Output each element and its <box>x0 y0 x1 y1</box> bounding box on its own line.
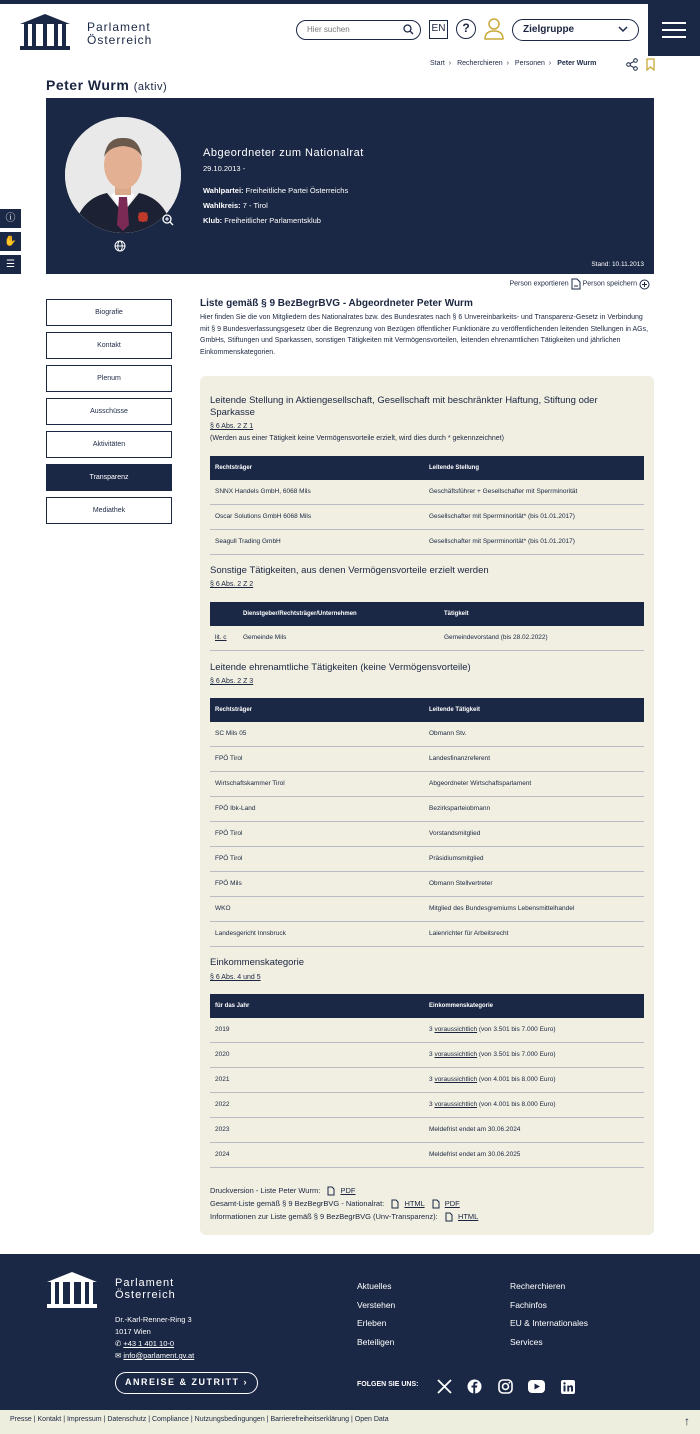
table-row <box>210 747 644 772</box>
zielgruppe-label: Zielgruppe <box>523 24 575 35</box>
anreise-button[interactable]: ANREISE & ZUTRITT › <box>115 1372 258 1394</box>
table-row <box>210 1118 644 1143</box>
burger-line <box>662 29 686 31</box>
breadcrumb-personen[interactable]: Personen <box>514 60 545 67</box>
person-role: Abgeordneter zum Nationalrat <box>203 147 364 159</box>
cell: FPÖ Tirol <box>215 755 243 762</box>
nav-biografie[interactable]: Biografie <box>46 299 172 326</box>
header-rechtstraeger: Rechtsträger <box>215 707 253 713</box>
intro-text: Hier finden Sie die von Mitgliedern des Nationalrates bzw. des Bundesrates nach § 6 Unvereinbarkeits- und Transparenz-Gesetz in Verbindung mit § 9 Bundesverfassungsgesetz über die Begrenzung von Bezügen öffentlicher Funktionäre zu veröffentlichenden leitenden Stellungen in AGs, GmbHs, Stiftungen und Sparkassen, sonstigen Tätigkeiten mit Vermögensvorteilen, leitenden ehrenamtlichen Tätigkeiten und jährlichen Einkommenskategorien. <box>200 314 649 356</box>
info-icon[interactable]: ⓘ <box>0 209 21 228</box>
add-circle-icon[interactable] <box>639 279 650 290</box>
cell: 2024 <box>215 1151 230 1158</box>
cell: 2023 <box>215 1126 230 1133</box>
nav-mediathek[interactable]: Mediathek <box>46 497 172 524</box>
youtube-icon[interactable] <box>528 1380 545 1393</box>
table-row <box>210 897 644 922</box>
email-link[interactable]: info@parlament.gv.at <box>123 1351 195 1360</box>
accessibility-toolbar <box>0 209 21 278</box>
cell: Oscar Solutions GmbH 6068 Mils <box>215 513 312 520</box>
sonstige-table <box>210 602 644 651</box>
footer-logo-line-1: Parlament <box>115 1277 175 1289</box>
legal-link-nutzungsbedingungen[interactable]: Nutzungsbedingungen <box>194 1416 265 1423</box>
cell: Geschäftsführer + Gesellschafter mit Sperrminorität <box>429 488 578 495</box>
zielgruppe-select[interactable] <box>512 19 639 41</box>
table-row <box>210 822 644 847</box>
leitend-note: (Werden aus einer Tätigkeit keine Vermögensvorteile erzielt, wird dies durch * gekennzeichnet) <box>210 435 504 442</box>
category-range: (von 3.501 bis 7.000 Euro) <box>478 1051 556 1058</box>
footer-logo-line-2: Österreich <box>115 1289 176 1301</box>
export-icon[interactable] <box>571 278 581 290</box>
table-header <box>210 994 644 1018</box>
voraussichtlich-link[interactable]: voraussichtlich <box>434 1051 478 1058</box>
leitend-table <box>210 456 644 555</box>
parliament-logo[interactable] <box>20 12 70 50</box>
help-button[interactable]: ? <box>456 19 476 39</box>
cell: Obmann Stellvertreter <box>429 880 493 887</box>
cell: SC Mils 05 <box>215 730 247 737</box>
burger-line <box>662 22 686 24</box>
cell: Abgeordneter Wirtschaftsparlament <box>429 780 532 787</box>
wahlkreis-row <box>203 201 268 210</box>
file-pdf-icon <box>432 1199 440 1209</box>
footer-link-erleben[interactable]: Erleben <box>357 1318 387 1328</box>
logo-line-2: Österreich <box>87 33 153 47</box>
ehrenamt-title: Leitende ehrenamtliche Tätigkeiten (keine Vermögensvorteile) <box>210 662 471 673</box>
person-status: (aktiv) <box>133 81 168 93</box>
table-row <box>210 1143 644 1168</box>
table-row <box>210 1043 644 1068</box>
cell: Gemeinde Mils <box>243 634 287 641</box>
facebook-icon[interactable] <box>467 1379 482 1394</box>
download-label: Gesamt-Liste gemäß § 9 BezBegrBVG - Nationalrat: <box>210 1199 385 1208</box>
instagram-icon[interactable] <box>498 1379 513 1394</box>
legal-link-compliance[interactable]: Compliance <box>151 1416 189 1423</box>
html-link[interactable]: HTML <box>457 1212 479 1221</box>
cell: Vorstandsmitglied <box>429 830 481 837</box>
nav-ausschuesse[interactable]: Ausschüsse <box>46 398 172 425</box>
breadcrumb: Start › Recherchieren › Personen › Peter Wurm <box>430 60 597 67</box>
ehrenamt-ref-link[interactable]: § 6 Abs. 2 Z 3 <box>210 678 254 685</box>
header-leitende-stellung: Leitende Stellung <box>429 465 480 471</box>
einkommen-table <box>210 994 644 1168</box>
cell: FPÖ Mils <box>215 880 242 887</box>
file-html-icon <box>445 1212 453 1222</box>
download-row-informationen <box>210 1210 478 1223</box>
footer-link-eu[interactable]: EU & Internationales <box>510 1318 588 1328</box>
phone-icon: ✆ <box>115 1339 124 1348</box>
zoom-icon[interactable] <box>162 214 174 226</box>
category-value: 3 <box>429 1076 433 1083</box>
cell: Meldefrist endet am 30.06.2025 <box>429 1151 521 1158</box>
header-leitende-taetigkeit: Leitende Tätigkeit <box>429 707 481 713</box>
language-switch-button[interactable]: EN <box>429 20 448 39</box>
klub-value: Freiheitlicher Parlamentsklub <box>224 216 321 225</box>
category-value: 3 <box>429 1026 433 1033</box>
leitend-ref-link[interactable]: § 6 Abs. 2 Z 1 <box>210 423 254 430</box>
cell: Mitglied des Bundesgremiums Lebensmittelhandel <box>429 905 575 912</box>
table-row <box>210 530 644 555</box>
footer-link-aktuelles[interactable]: Aktuelles <box>357 1281 392 1291</box>
share-icon[interactable] <box>626 58 638 71</box>
category-value: 3 <box>429 1051 433 1058</box>
social-links <box>437 1378 586 1396</box>
footer-logo-text <box>115 1277 176 1301</box>
anreise-label: ANREISE & ZUTRITT <box>125 1377 240 1387</box>
pdf-link[interactable]: PDF <box>444 1199 460 1208</box>
footer-link-beteiligen[interactable]: Beteiligen <box>357 1336 395 1347</box>
cell: FPÖ Tirol <box>215 855 243 862</box>
cell: Gemeindevorstand (bis 28.02.2022) <box>444 634 548 641</box>
footer-link-fachinfos[interactable]: Fachinfos <box>510 1299 547 1310</box>
nav-aktivitaeten[interactable]: Aktivitäten <box>46 431 172 458</box>
cell: Landesgericht Innsbruck <box>215 930 286 937</box>
header-dienstgeber: Dienstgeber/Rechtsträger/Unternehmen <box>243 611 357 617</box>
einkommen-title: Einkommenskategorie <box>210 957 304 968</box>
legal-link-kontakt[interactable]: Kontakt <box>37 1416 62 1423</box>
cell: Gesellschafter mit Sperrminorität* (bis 01.01.2017) <box>429 513 575 520</box>
logo-line-1: Parlament <box>87 20 151 34</box>
table-row <box>210 797 644 822</box>
sonstige-ref-link[interactable]: § 6 Abs. 2 Z 2 <box>210 581 254 588</box>
breadcrumb-current: Peter Wurm <box>557 60 597 67</box>
footer-nav-col-1 <box>357 1277 395 1351</box>
search-input[interactable] <box>296 20 421 40</box>
table-row <box>210 505 644 530</box>
breadcrumb-recherchieren[interactable]: Recherchieren <box>457 60 503 67</box>
table-row <box>210 1018 644 1043</box>
table-header <box>210 602 644 626</box>
category-range: (von 4.001 bis 8.000 Euro) <box>478 1101 556 1108</box>
intro-heading: Liste gemäß § 9 BezBegrBVG - Abgeordneter Peter Wurm <box>200 298 473 309</box>
header-rechtstraeger: Rechtsträger <box>215 465 253 471</box>
cell: Meldefrist endet am 30.06.2024 <box>429 1126 521 1133</box>
address-city: 1017 Wien <box>115 1327 151 1336</box>
export-bar <box>510 278 651 290</box>
legal-link-datenschutz[interactable]: Datenschutz <box>107 1416 147 1423</box>
file-html-icon <box>391 1199 399 1209</box>
table-row <box>210 1068 644 1093</box>
breadcrumb-start[interactable]: Start <box>430 60 445 67</box>
table-row <box>210 480 644 505</box>
cell: Präsidiumsmitglied <box>429 855 484 862</box>
linkedin-icon[interactable] <box>561 1380 575 1394</box>
klub-row <box>203 216 321 225</box>
download-row-gesamtliste <box>210 1197 478 1210</box>
footer-link-services[interactable]: Services <box>510 1336 543 1347</box>
downloads <box>210 1184 478 1223</box>
search-icon[interactable] <box>403 24 414 35</box>
easy-language-icon[interactable]: ☰ <box>0 255 21 274</box>
stand-date: Stand: 10.11.2013 <box>591 261 644 268</box>
back-to-top-icon[interactable]: ↑ <box>684 1414 690 1428</box>
cell: 2020 <box>215 1051 230 1058</box>
ehrenamt-table <box>210 698 644 947</box>
cell: 2021 <box>215 1076 230 1083</box>
category-range: (von 4.001 bis 8.000 Euro) <box>478 1076 556 1083</box>
cell: Bezirksparteiobmann <box>429 805 491 812</box>
table-row <box>210 847 644 872</box>
wahlkreis-value: 7 - Tirol <box>242 201 268 210</box>
footer-link-recherchieren[interactable]: Recherchieren <box>510 1281 566 1291</box>
cell: Seagull Trading GmbH <box>215 538 281 545</box>
person-hero <box>46 98 654 274</box>
legal-link-open-data[interactable]: Open Data <box>354 1416 389 1423</box>
legal-bar: Presse | Kontakt | Impressum | Datenschutz | Compliance | Nutzungsbedingungen | Barrierefreiheitserklärung | Open Data ↑ <box>0 1410 700 1434</box>
download-label: Druckversion - Liste Peter Wurm: <box>210 1186 321 1195</box>
intro-section <box>200 298 654 358</box>
bookmark-icon[interactable] <box>646 58 655 71</box>
html-link[interactable]: HTML <box>404 1199 425 1208</box>
header-einkommenskategorie: Einkommenskategorie <box>429 1003 494 1009</box>
menu-button[interactable] <box>648 4 700 56</box>
cell: Wirtschaftskammer Tirol <box>215 780 285 787</box>
voraussichtlich-link[interactable]: voraussichtlich <box>434 1101 478 1108</box>
file-pdf-icon <box>327 1186 335 1196</box>
cell: SNNX Handels GmbH, 6068 Mils <box>215 488 311 495</box>
table-header <box>210 698 644 722</box>
chevron-down-icon <box>618 23 628 35</box>
legal-link-presse[interactable]: Presse <box>10 1416 32 1423</box>
cell: Laienrichter für Arbeitsrecht <box>429 930 509 937</box>
nav-transparenz[interactable]: Transparenz <box>46 464 172 491</box>
wahlkreis-label: Wahlkreis: <box>203 201 241 210</box>
site-header <box>0 4 700 56</box>
cell: WKO <box>215 905 231 912</box>
page-title <box>46 77 167 93</box>
mail-icon: ✉ <box>115 1351 124 1360</box>
legal-link-impressum[interactable]: Impressum <box>66 1416 102 1423</box>
globe-icon[interactable] <box>114 240 126 252</box>
pdf-link[interactable]: PDF <box>340 1186 356 1195</box>
download-row-druckversion <box>210 1184 478 1197</box>
lit-c-link[interactable]: lit. c <box>215 634 227 641</box>
site-footer <box>0 1254 700 1410</box>
download-label: Informationen zur Liste gemäß § 9 BezBegrBVG (Unv-Transparenz): <box>210 1212 438 1221</box>
table-row <box>210 772 644 797</box>
cell: 2019 <box>215 1026 230 1033</box>
category-value: 3 <box>429 1101 433 1108</box>
transparency-panel <box>200 376 654 1235</box>
table-row <box>210 872 644 897</box>
legal-link-barrierefreiheit[interactable]: Barrierefreiheitserklärung <box>270 1416 350 1423</box>
einkommen-ref-link[interactable]: § 6 Abs. 4 und 5 <box>210 974 261 981</box>
person-sidenav <box>46 299 172 530</box>
sonstige-title: Sonstige Tätigkeiten, aus denen Vermögensvorteile erzielt werden <box>210 565 489 576</box>
person-name: Peter Wurm <box>46 77 130 93</box>
table-header <box>210 456 644 480</box>
table-row <box>210 922 644 947</box>
phone-link[interactable]: +43 1 401 10-0 <box>123 1339 175 1348</box>
wahlpartei-row <box>203 186 348 195</box>
wahlpartei-value: Freiheitliche Partei Österreichs <box>245 186 349 195</box>
voraussichtlich-link[interactable]: voraussichtlich <box>434 1076 478 1083</box>
footer-link-verstehen[interactable]: Verstehen <box>357 1299 396 1310</box>
follow-label: FOLGEN SIE UNS: <box>357 1381 419 1388</box>
save-person-link[interactable]: Person speichern <box>582 280 638 288</box>
table-row <box>210 1093 644 1118</box>
table-row <box>210 722 644 747</box>
leitend-title: Leitende Stellung in Aktiengesellschaft, Gesellschaft mit beschränkter Haftung, Stiftung oder Sparkasse <box>210 395 598 418</box>
klub-label: Klub: <box>203 216 223 225</box>
cell: FPÖ Ibk-Land <box>215 805 256 812</box>
x-icon[interactable] <box>437 1379 452 1394</box>
address-street: Dr.-Karl-Renner-Ring 3 <box>115 1315 192 1324</box>
burger-line <box>662 36 686 38</box>
nav-plenum[interactable]: Plenum <box>46 365 172 392</box>
footer-parliament-logo[interactable] <box>46 1270 98 1308</box>
cell: 2022 <box>215 1101 230 1108</box>
header-taetigkeit: Tätigkeit <box>444 611 469 617</box>
sign-language-icon[interactable]: ✋ <box>0 232 21 251</box>
user-icon[interactable] <box>484 18 504 40</box>
search-placeholder: Hier suchen <box>307 25 350 34</box>
export-person-link[interactable]: Person exportieren <box>509 280 569 288</box>
cell: FPÖ Tirol <box>215 830 243 837</box>
table-row <box>210 626 644 651</box>
footer-address <box>115 1314 194 1362</box>
cell: Obmann Stv. <box>429 730 467 737</box>
cell: Landesfinanzreferent <box>429 755 491 762</box>
cell: Gesellschafter mit Sperrminorität* (bis 01.01.2017) <box>429 538 575 545</box>
nav-kontakt[interactable]: Kontakt <box>46 332 172 359</box>
voraussichtlich-link[interactable]: voraussichtlich <box>434 1026 478 1033</box>
person-since: 29.10.2013 - <box>203 164 246 173</box>
wahlpartei-label: Wahlpartei: <box>203 186 244 195</box>
footer-nav-col-2 <box>510 1277 588 1351</box>
logo-text[interactable] <box>87 21 152 47</box>
category-range: (von 3.501 bis 7.000 Euro) <box>478 1026 556 1033</box>
header-jahr: für das Jahr <box>215 1003 250 1009</box>
